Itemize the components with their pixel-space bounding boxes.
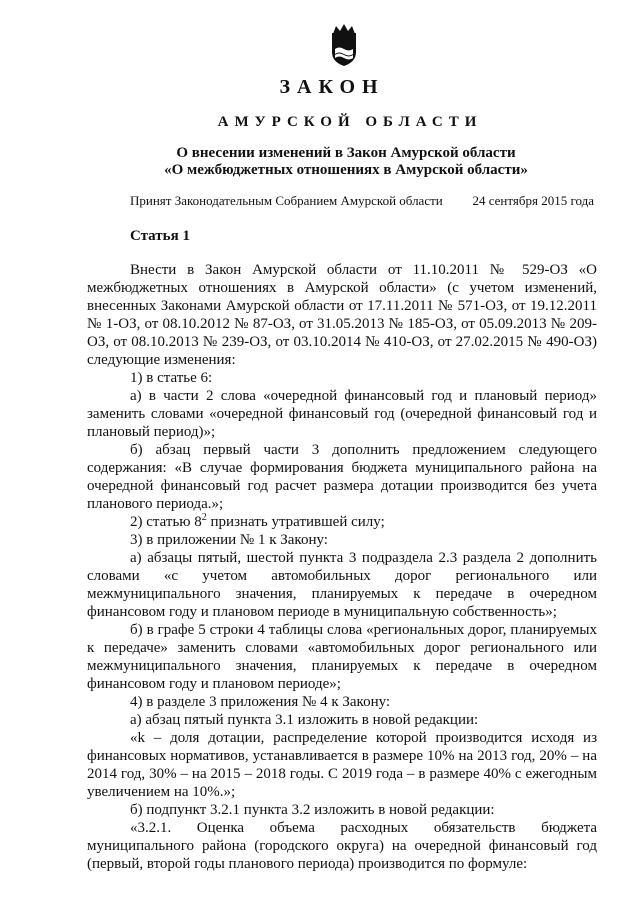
amur-region-emblem [324,22,364,68]
law-subtitle [26,145,640,179]
paragraph: 4) в разделе 3 приложения № 4 к Закону: [130,694,391,710]
adoption-date: 24 сентября 2015 года [472,193,594,208]
paragraph-text: признать утратившей силу; [206,514,385,530]
paragraph: б) в графе 5 строки 4 таблицы слова «региональных дорог, планируемых к передаче» заменить словами «автомобильных дорог регионального или межмуниципального значения, планируемых к передаче в очередном финансовом году и плановом периоде»; [87,622,597,692]
paragraph: «3.2.1. Оценка объема расходных обязательств бюджета муниципального района (городского округа) на очередной финансовый год (первый, второй годы планового периода) производится по формуле: [87,820,597,872]
article-heading: Статья 1 [130,228,190,244]
paragraph: Внести в Закон Амурской области от 11.10.2011 № 529-ОЗ «О межбюджетных отношениях в Амурской области» (с учетом изменений, внесенных Законами Амурской области от 17.11.2011 № 571-ОЗ, от 19.12.2011 № 1-ОЗ, от 08.10.2012 № 87-ОЗ, от 31.05.2013 № 185-ОЗ, от 05.09.2013 № 209-ОЗ, от 08.10.2013 № 239-ОЗ, от 03.10.2014 № 410-ОЗ, от 27.02.2015 № 490-ОЗ) следующие изменения: [87,262,597,368]
paragraph-text: 2) статью 8 [130,514,202,530]
paragraph: а) абзац пятый пункта 3.1 изложить в новой редакции: [130,712,479,728]
subtitle-line-1: О внесении изменений в Закон Амурской области [176,145,516,161]
paragraph: 1) в статье 6: [130,370,213,386]
paragraph: 3) в приложении № 1 к Закону: [130,532,328,548]
paragraph: а) абзацы пятый, шестой пункта 3 подраздела 2.3 раздела 2 дополнить словами «с учетом автомобильных дорог регионального или межмуниципального значения, планируемых к передаче в очередном финансовом году и плановом периоде в муниципальную собственность»; [87,550,597,620]
article-body [87,261,597,873]
paragraph [87,513,597,531]
paragraph: б) абзац первый части 3 дополнить предложением следующего содержания: «В случае формирования бюджета муниципального района на очередной финансовый год расчет размера дотации производится без учета планового периода.»; [87,442,597,512]
paragraph: б) подпункт 3.2.1 пункта 3.2 изложить в новой редакции: [130,802,495,818]
law-title: ЗАКОН [279,76,385,98]
adoption-line [130,193,594,209]
paragraph: а) в части 2 слова «очередной финансовый год и плановый период» заменить словами «очередной финансовый год (очередной финансовый год и плановый период)»; [87,388,597,440]
superscript: 2 [201,512,207,523]
paragraph: «k – доля дотации, распределение которой производится исходя из финансовых нормативов, устанавливается в размере 10% на 2013 год, 20% – на 2014 год, 30% – на 2015 – 2018 годы. С 2019 года – в размере 40% с ежегодным увеличением на 10%.»; [87,730,597,800]
subtitle-line-2: «О межбюджетных отношениях в Амурской области» [164,162,528,178]
adoption-text: Принят Законодательным Собранием Амурской области [130,193,443,208]
region-title: АМУРСКОЙ ОБЛАСТИ [217,114,483,130]
